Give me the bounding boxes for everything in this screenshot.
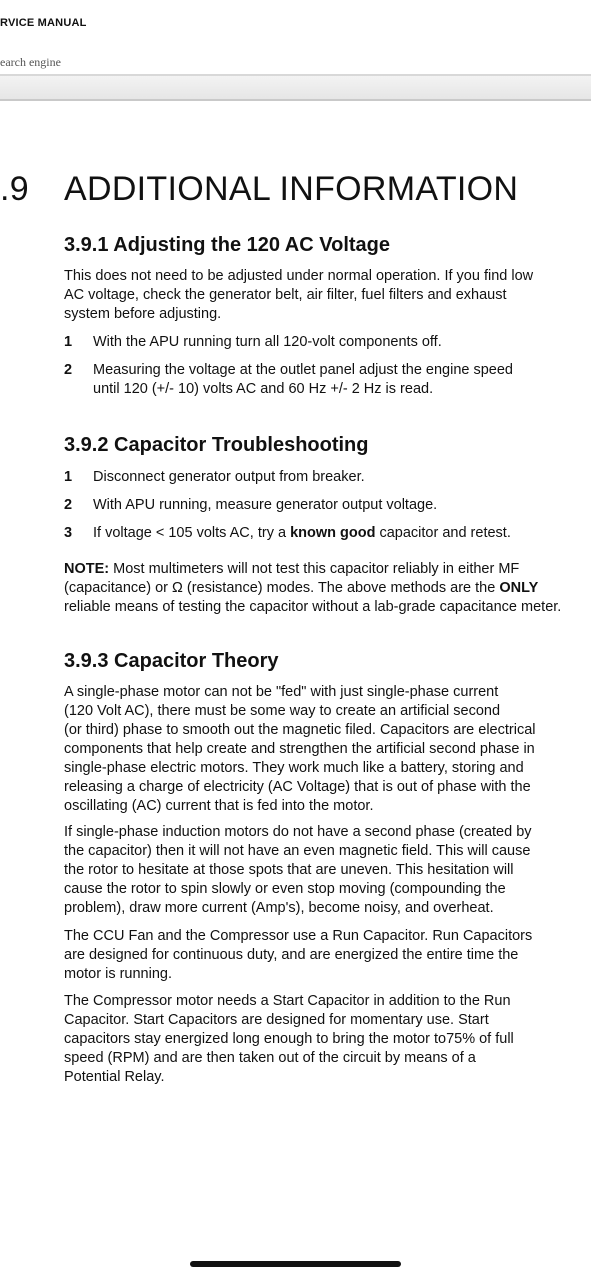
subsection-heading-capacitor-theory: 3.9.3 Capacitor Theory: [64, 650, 279, 672]
step-text: [93, 333, 442, 352]
text-line: motor is running.: [64, 966, 172, 982]
text-line: The CCU Fan and the Compressor use a Run Capacitor. Run Capacitors: [64, 928, 533, 944]
section-number: .9: [0, 170, 29, 208]
text-line: (or third) phase to smooth out the magnetic filed. Capacitors are electrical: [64, 722, 536, 738]
text-line: oscillating (AC) current that is fed into the motor.: [64, 798, 374, 814]
toolbar-divider: [0, 74, 591, 101]
text-line: problem), draw more current (Amp's), become noisy, and overheat.: [64, 900, 494, 916]
step-number: 2: [64, 497, 73, 513]
step-text-bold: known good: [290, 525, 376, 541]
theory-paragraph: [64, 823, 584, 918]
text-line: the capacitor) then it will not have an even magnetic field. This will cause: [64, 843, 531, 859]
text-line: With the APU running turn all 120-volt components off.: [93, 334, 442, 350]
text-line: The Compressor motor needs a Start Capacitor in addition to the Run: [64, 993, 511, 1009]
home-indicator[interactable]: [190, 1261, 401, 1267]
step-text-pre: If voltage < 105 volts AC, try a: [93, 525, 291, 541]
text-line: system before adjusting.: [64, 306, 222, 322]
adjusting-voltage-intro: [64, 267, 584, 324]
text-line: single-phase electric motors. They work much like a battery, storing and: [64, 760, 524, 776]
step-number: 1: [64, 334, 73, 350]
subsection-heading-adjusting-voltage: 3.9.1 Adjusting the 120 AC Voltage: [64, 234, 390, 256]
step-text: With APU running, measure generator output voltage.: [93, 497, 438, 513]
troubleshooting-note: [64, 560, 584, 617]
text-line: Measuring the voltage at the outlet panel adjust the engine speed: [93, 362, 513, 378]
subsection-heading-capacitor-troubleshooting: 3.9.2 Capacitor Troubleshooting: [64, 434, 369, 456]
note-text: (capacitance) or Ω (resistance) modes. The above methods are the: [64, 580, 500, 596]
text-line: cause the rotor to spin slowly or even stop moving (compounding the: [64, 881, 506, 897]
step-number: 3: [64, 525, 73, 541]
step-number: 2: [64, 362, 73, 378]
step-text: [93, 524, 511, 543]
text-line: speed (RPM) and are then taken out of the circuit by means of a: [64, 1050, 476, 1066]
manual-title: RVICE MANUAL: [0, 17, 87, 29]
step-text: Disconnect generator output from breaker.: [93, 469, 365, 485]
text-line: capacitors stay energized long enough to bring the motor to75% of full: [64, 1031, 514, 1047]
text-line: components that help create and strengthen the artificial second phase in: [64, 741, 535, 757]
theory-paragraph: [64, 927, 584, 984]
text-line: Potential Relay.: [64, 1069, 165, 1085]
text-line: releasing a charge of electricity (AC Voltage) that is out of phase with the: [64, 779, 531, 795]
note-label: NOTE:: [64, 561, 110, 577]
text-line: AC voltage, check the generator belt, air filter, fuel filters and exhaust: [64, 287, 507, 303]
step-text-post: capacitor and retest.: [375, 525, 511, 541]
section-title: ADDITIONAL INFORMATION: [64, 170, 519, 208]
text-line: If single-phase induction motors do not have a second phase (created by: [64, 824, 532, 840]
text-line: until 120 (+/- 10) volts AC and 60 Hz +/- 2 Hz is read.: [93, 381, 434, 397]
note-emphasis: ONLY: [499, 580, 539, 596]
text-line: are designed for continuous duty, and are energized the entire time the: [64, 947, 519, 963]
text-line: [64, 560, 584, 579]
note-text: Most multimeters will not test this capacitor reliably in either MF: [109, 561, 520, 577]
text-line: (120 Volt AC), there must be some way to create an artificial second: [64, 703, 501, 719]
text-line: reliable means of testing the capacitor without a lab-grade capacitance meter.: [64, 599, 562, 615]
text-line: the rotor to hesitate at those spots that are uneven. This hesitation will: [64, 862, 514, 878]
theory-paragraph: [64, 992, 584, 1087]
text-line: Capacitor. Start Capacitors are designed for momentary use. Start: [64, 1012, 489, 1028]
text-line: A single-phase motor can not be "fed" with just single-phase current: [64, 684, 499, 700]
theory-paragraph: [64, 683, 584, 816]
step-number: 1: [64, 469, 73, 485]
text-line: [64, 579, 584, 598]
text-line: This does not need to be adjusted under normal operation. If you find low: [64, 268, 534, 284]
step-text: [93, 361, 513, 399]
search-engine-label[interactable]: earch engine: [0, 55, 61, 69]
